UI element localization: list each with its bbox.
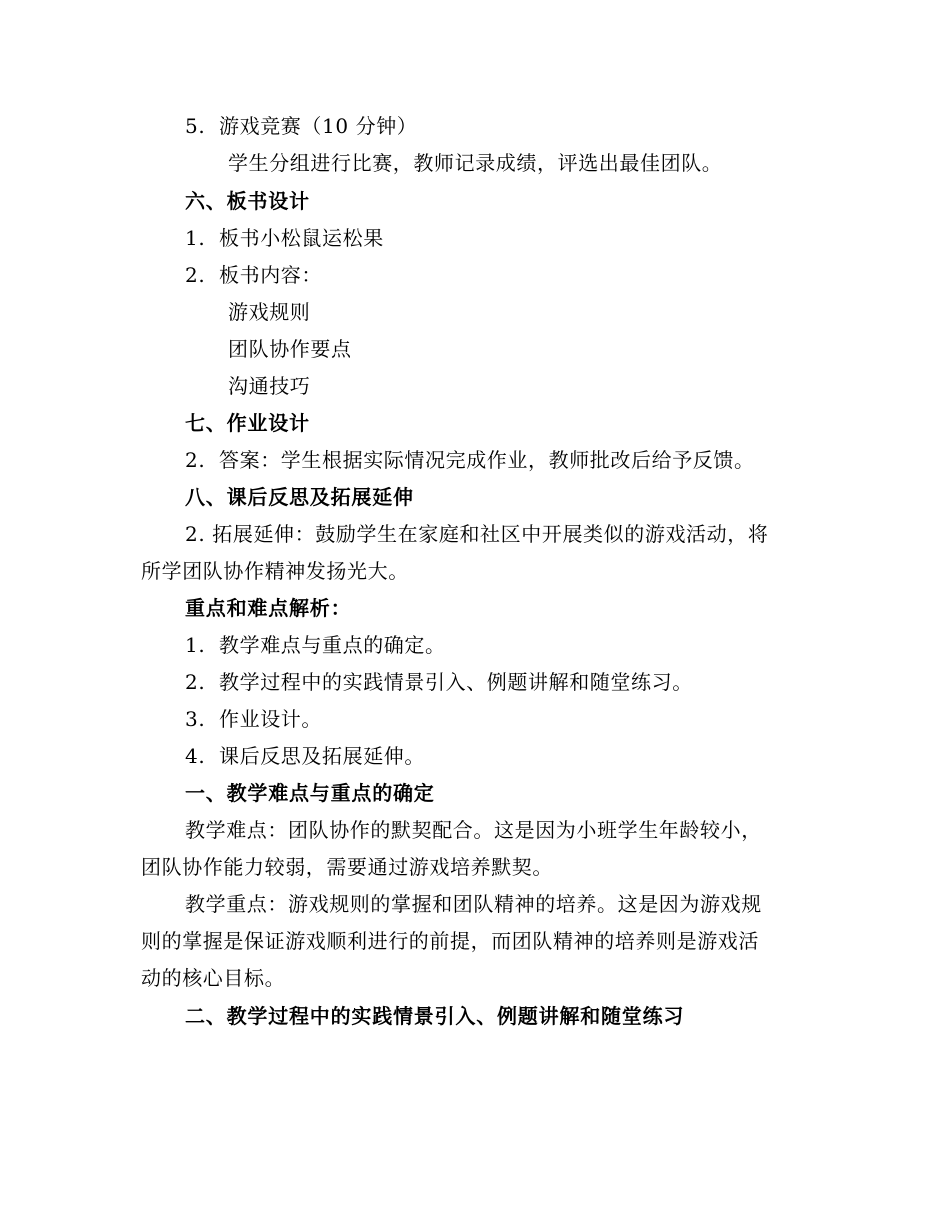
list-text: 教学过程中的实践情景引入、例题讲解和随堂练习。 [219, 670, 693, 694]
list-number: 2. [185, 263, 206, 287]
list-item [185, 262, 322, 288]
paragraph-line: 教学难点：团队协作的默契配合。这是因为小班学生年龄较小， [185, 818, 762, 842]
paragraph: 学生分组进行比赛，教师记录成绩，评选出最佳团队。 [228, 151, 723, 175]
section-heading: 七、作业设计 [185, 411, 310, 435]
section-heading: 一、教学难点与重点的确定 [185, 781, 435, 805]
list-text: 答案：学生根据实际情况完成作业，教师批改后给予反馈。 [219, 448, 755, 472]
section-heading: 六、板书设计 [185, 189, 310, 213]
list-number: 4. [185, 744, 206, 768]
list-item [185, 632, 446, 658]
sub-item: 团队协作要点 [228, 337, 352, 361]
list-item [185, 669, 693, 695]
list-number: 3. [185, 707, 206, 731]
sub-item: 沟通技巧 [228, 374, 311, 398]
list-text: 作业设计。 [219, 707, 322, 731]
section-heading: 二、教学过程中的实践情景引入、例题讲解和随堂练习 [185, 1004, 685, 1028]
list-text: 游戏竞赛（10 分钟） [219, 114, 418, 138]
list-item [185, 706, 322, 732]
list-text: 教学难点与重点的确定。 [219, 633, 446, 657]
paragraph-line: 2. 拓展延伸：鼓励学生在家庭和社区中开展类似的游戏活动，将 [185, 522, 769, 546]
paragraph-line: 动的核心目标。 [141, 966, 286, 990]
paragraph-line: 教学重点：游戏规则的掌握和团队精神的培养。这是因为游戏规 [185, 892, 762, 916]
list-number: 2. [185, 670, 206, 694]
analysis-heading: 重点和难点解析： [185, 596, 352, 620]
list-item [185, 447, 755, 473]
list-item [185, 743, 425, 769]
list-text: 板书小松鼠运松果 [219, 226, 384, 250]
sub-item: 游戏规则 [228, 300, 311, 324]
list-item [185, 225, 384, 251]
list-number: 5. [185, 114, 206, 138]
list-text: 板书内容： [219, 263, 322, 287]
list-text: 课后反思及拓展延伸。 [219, 744, 425, 768]
list-item-5 [185, 113, 417, 139]
list-number: 1. [185, 633, 206, 657]
paragraph-line: 则的掌握是保证游戏顺利进行的前提，而团队精神的培养则是游戏活 [141, 929, 759, 953]
list-number: 2. [185, 448, 206, 472]
paragraph-line: 所学团队协作精神发扬光大。 [141, 559, 409, 583]
paragraph-line: 团队协作能力较弱，需要通过游戏培养默契。 [141, 855, 553, 879]
list-number: 1. [185, 226, 206, 250]
section-heading: 八、课后反思及拓展延伸 [185, 485, 414, 509]
